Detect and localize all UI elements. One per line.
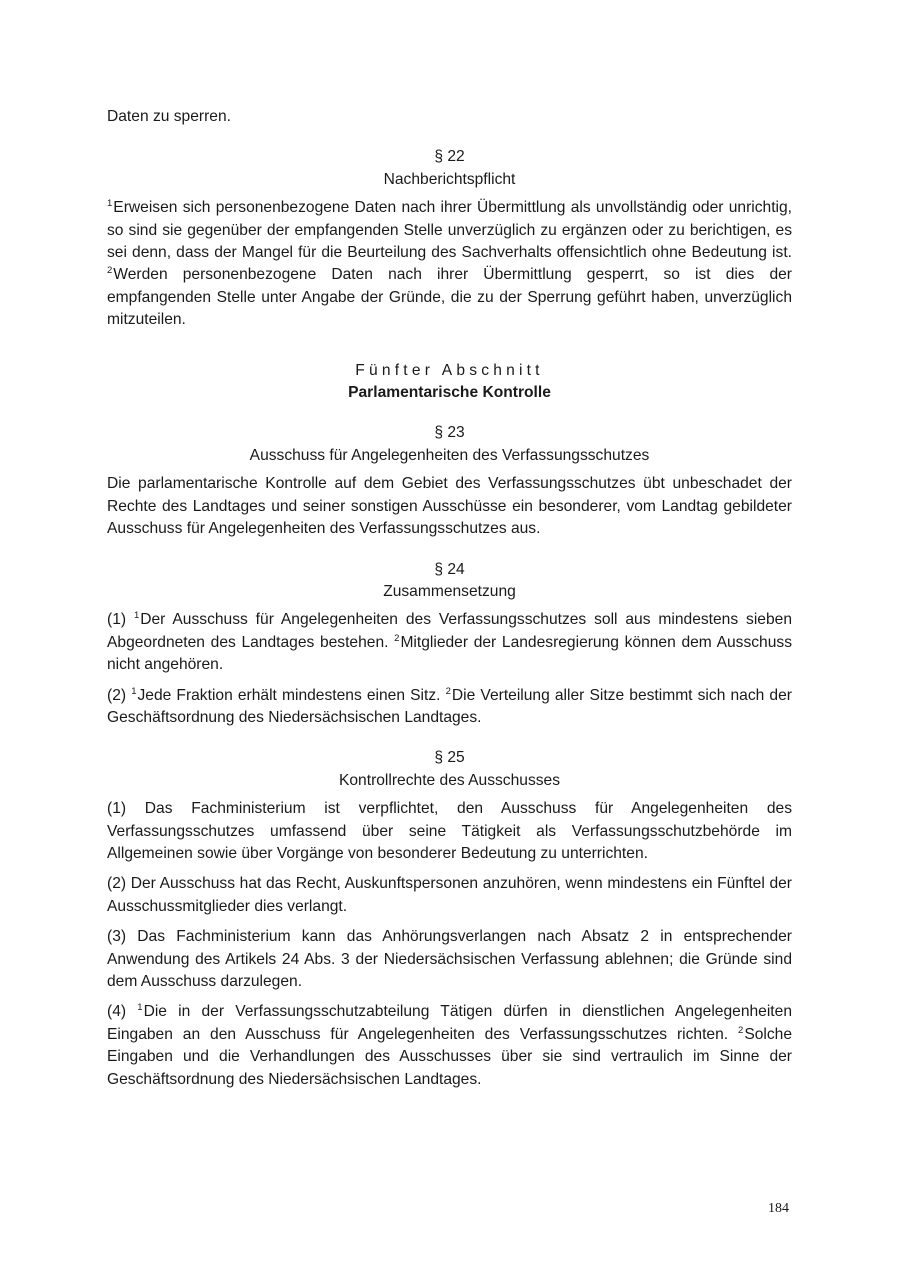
section-number: § 22 — [434, 148, 465, 166]
sentence-number: 2 — [738, 1024, 744, 1036]
section-24-heading — [107, 559, 792, 604]
section-25-heading — [107, 747, 792, 792]
sentence-text: Solche Eingaben und die Verhandlungen des Ausschusses über sie sind vertraulich im Sinne der Geschäftsordnung des Niedersächsischen Landtages. — [107, 1025, 792, 1088]
sentence-text: Der Ausschuss für Angelegenheiten des Verfassungsschutzes soll aus mindestens sieben Abgeordneten des Landtages bestehen. — [107, 611, 792, 651]
sentence-number: 2 — [445, 685, 451, 697]
sentence-number: 1 — [133, 610, 140, 622]
section-22-paragraph — [107, 197, 792, 331]
paragraph-number: (4) — [107, 1003, 127, 1021]
chapter-heading — [107, 360, 792, 405]
document-page — [107, 106, 792, 1091]
section-25-paragraph-2: (2) Der Ausschuss hat das Recht, Auskunftspersonen anzuhören, wenn mindestens ein Fünftel der Ausschussmitglieder dies verlangt. — [107, 875, 792, 915]
section-number: § 25 — [434, 749, 465, 767]
section-25-paragraph-1: (1) Das Fachministerium ist verpflichtet, den Ausschuss für Angelegenheiten des Verfassungsschutzes umfassend über seine Tätigkeit als Verfassungsschutzbehörde im Allgemeinen sowie über Vorgänge von besonderer Bedeutung zu unterrichten. — [107, 800, 792, 862]
section-title: Zusammensetzung — [383, 582, 516, 600]
section-25-paragraph-4 — [107, 1001, 792, 1091]
section-title: Kontrollrechte des Ausschusses — [338, 771, 561, 789]
sentence-text: Erweisen sich personenbezogene Daten nach ihrer Übermittlung als unvollständig oder unrichtig, so sind sie gegenüber der empfangenden Stelle unverzüglich zu ergänzen oder zu berichtigen, es sei denn, dass der Mangel für die Beurteilung des Sachverhalts offensichtlich ohne Bedeutung ist. — [107, 199, 792, 262]
section-number: § 23 — [434, 424, 465, 442]
chapter-title: Parlamentarische Kontrolle — [348, 384, 551, 402]
section-number: § 24 — [434, 560, 465, 578]
sentence-number: 2 — [394, 632, 400, 644]
sentence-number: 2 — [107, 265, 113, 277]
sentence-text: Die in der Verfassungsschutzabteilung Tätigen dürfen in dienstlichen Angelegenheiten Eingaben an den Ausschuss für Angelegenheiten des Verfassungsschutzes richten. — [107, 1003, 792, 1043]
sentence-number: 1 — [107, 198, 113, 210]
continuation-text: Daten zu sperren. — [107, 108, 231, 125]
section-24-paragraph-1 — [107, 609, 792, 676]
sentence-number: 1 — [131, 685, 137, 697]
section-title: Ausschuss für Angelegenheiten des Verfassungsschutzes — [249, 446, 650, 464]
section-25-paragraph-3: (3) Das Fachministerium kann das Anhörungsverlangen nach Absatz 2 in entsprechender Anwendung des Artikels 24 Abs. 3 der Niedersächsischen Verfassung ablehnen; die Gründe sind dem Ausschuss darzulegen. — [107, 928, 792, 990]
paragraph-number: (2) — [107, 686, 127, 704]
paragraph-number: (1) — [107, 611, 127, 629]
section-24-paragraph-2 — [107, 685, 792, 730]
sentence-text: Werden personenbezogene Daten nach ihrer Übermittlung gesperrt, so ist dies der empfangenden Stelle unter Angabe der Gründe, die zu der Sperrung geführt haben, unverzüglich mitzuteilen. — [107, 266, 792, 329]
sentence-text: Die Verteilung aller Sitze bestimmt sich nach der Geschäftsordnung des Niedersächsischen Landtages. — [107, 686, 792, 726]
chapter-label: Fünfter Abschnitt — [355, 361, 544, 379]
sentence-text: Mitglieder der Landesregierung können dem Ausschuss nicht angehören. — [107, 633, 792, 674]
section-22-heading — [107, 146, 792, 191]
section-23-heading — [107, 422, 792, 467]
section-title: Nachberichtspflicht — [383, 170, 516, 188]
page-number: 184 — [768, 1201, 789, 1216]
sentence-text: Jede Fraktion erhält mindestens einen Sitz. — [137, 686, 441, 704]
sentence-number: 1 — [137, 1002, 143, 1014]
section-23-paragraph: Die parlamentarische Kontrolle auf dem Gebiet des Verfassungsschutzes übt unbeschadet der Rechte des Landtages und seiner sonstigen Ausschüsse ein besonderer, vom Landtag gebildeter Ausschuss für Angelegenheiten des Verfassungsschutzes aus. — [107, 475, 792, 538]
